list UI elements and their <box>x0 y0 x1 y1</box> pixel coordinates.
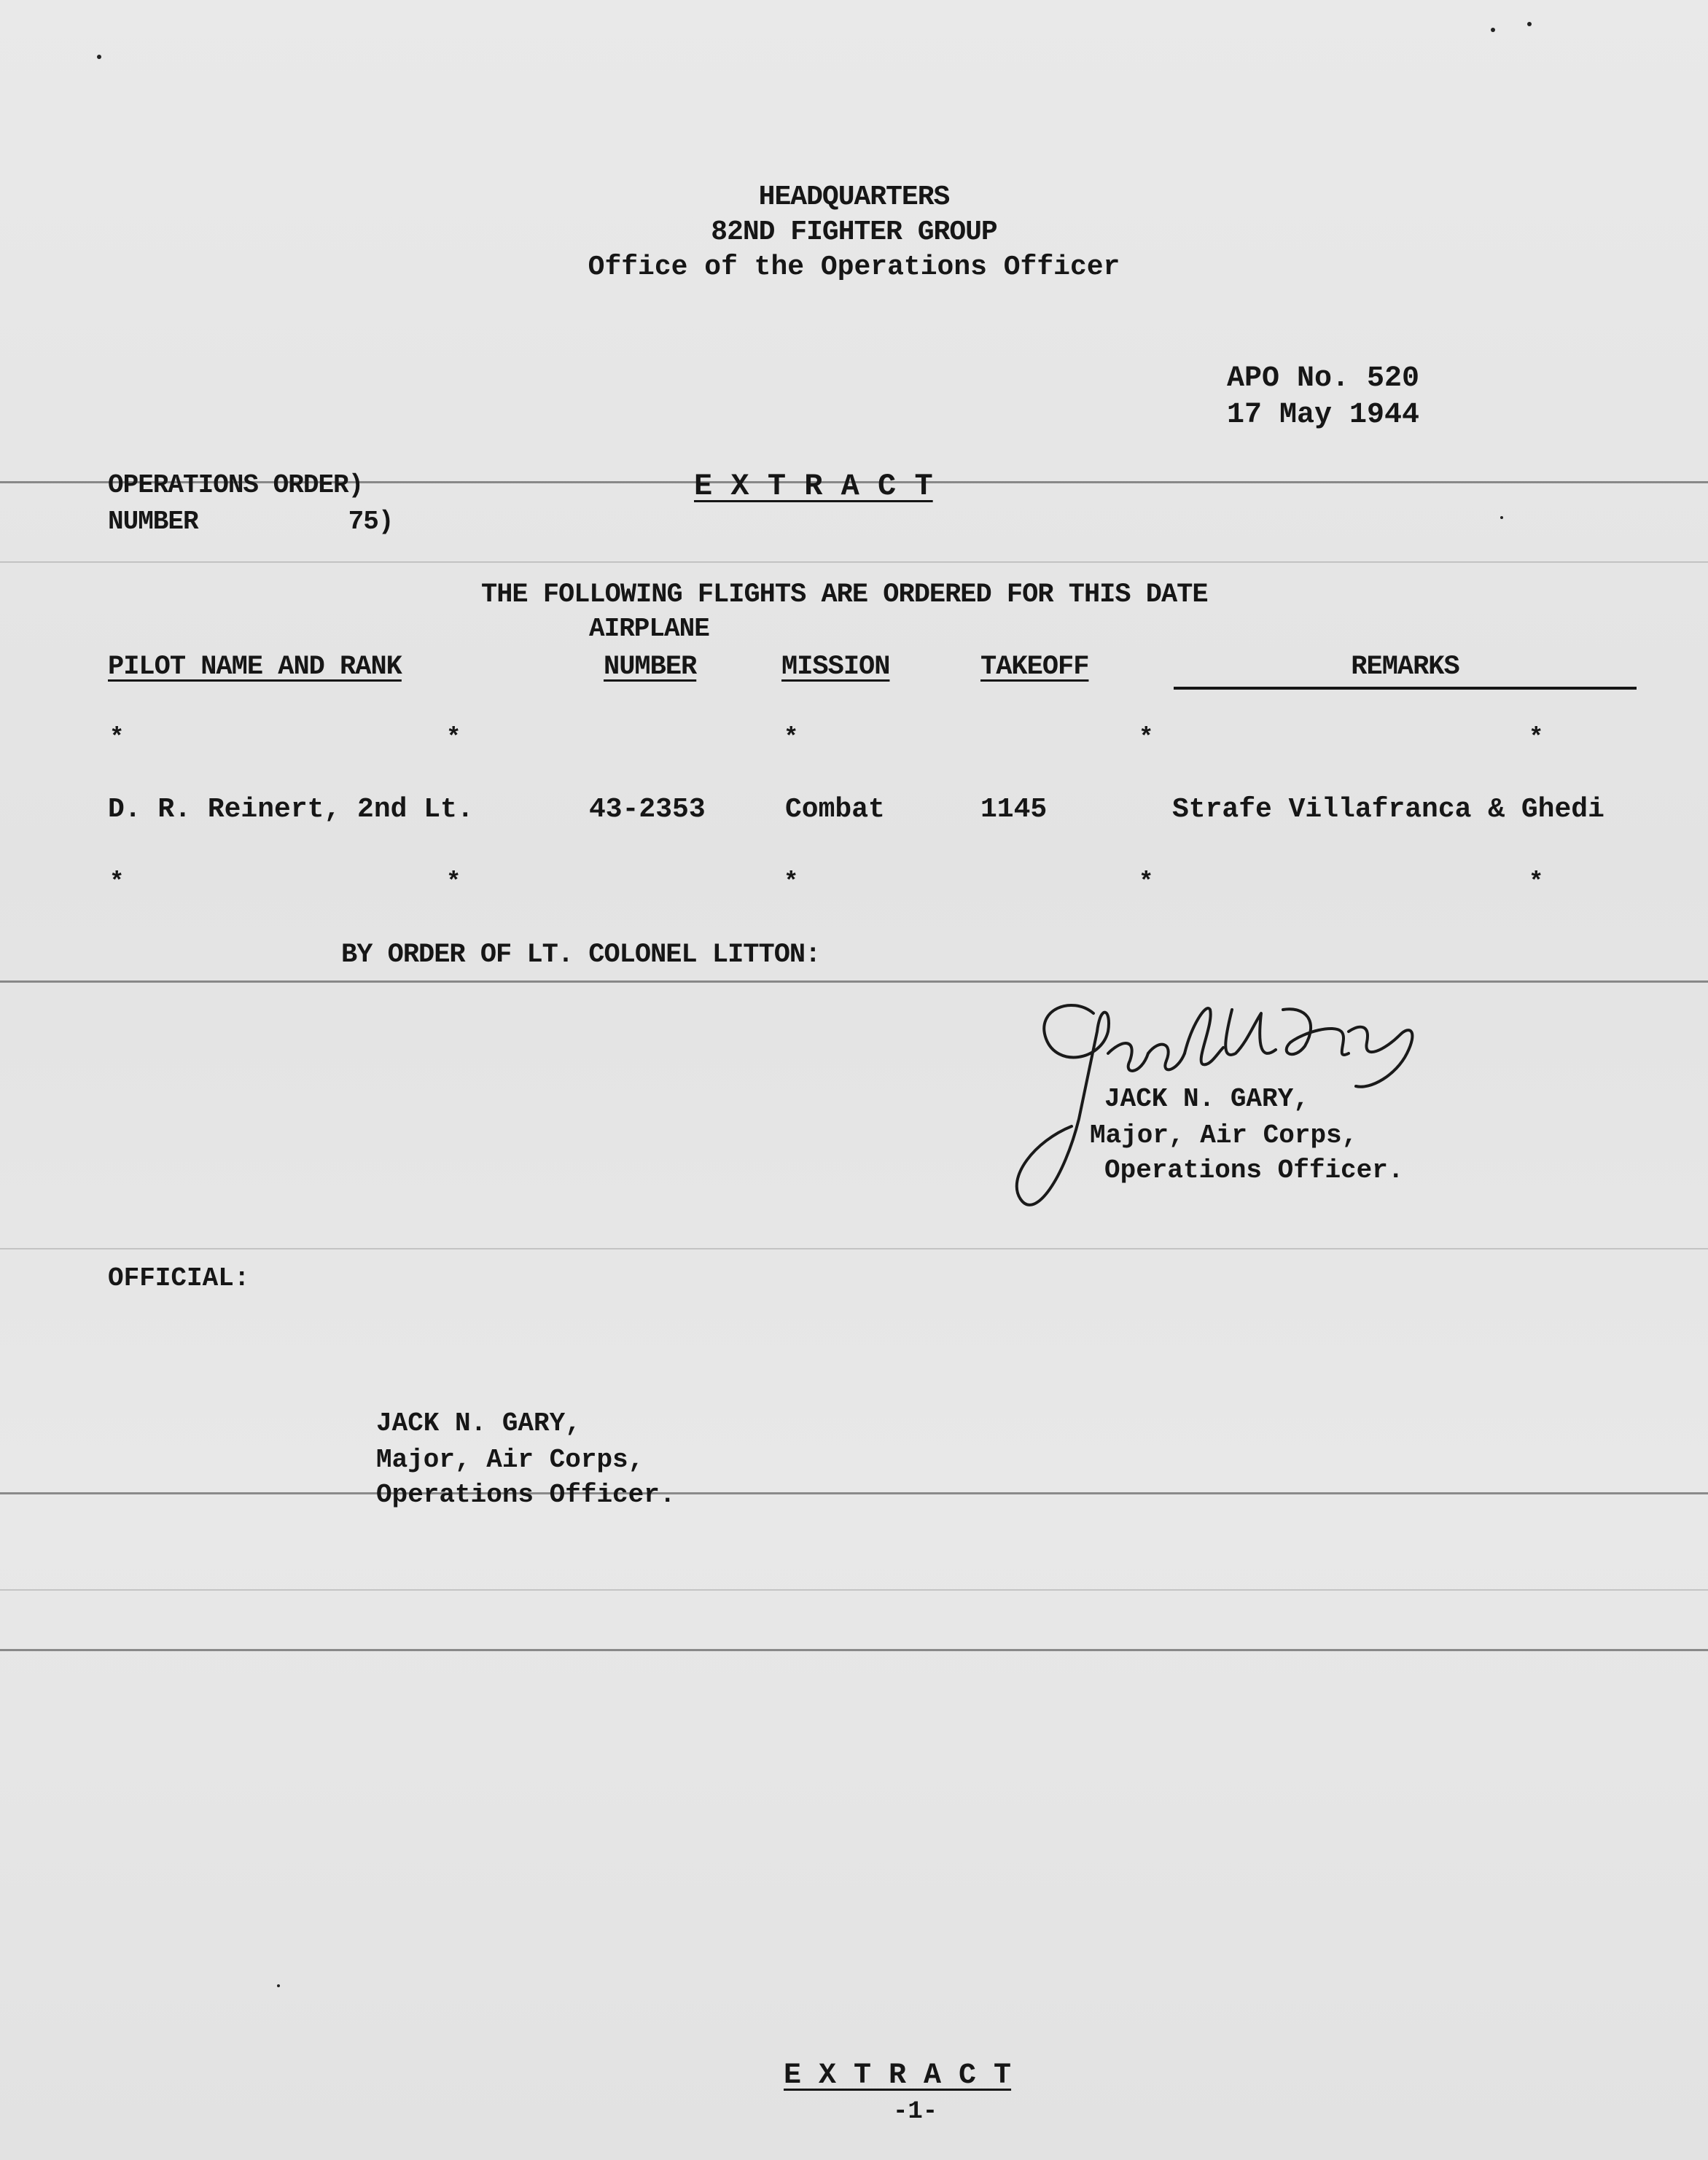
operations-order-number: NUMBER 75) <box>108 507 394 537</box>
separator-star: * <box>784 725 799 752</box>
separator-star: * <box>1139 725 1154 752</box>
flights-intro: THE FOLLOWING FLIGHTS ARE ORDERED FOR THIS DATE <box>481 580 1208 610</box>
separator-star: * <box>1529 869 1544 897</box>
apo-number: APO No. 520 <box>1227 362 1420 395</box>
by-order-line: BY ORDER OF LT. COLONEL LITTON: <box>341 940 821 970</box>
paper-rule-line <box>0 1248 1708 1249</box>
signature-title: Operations Officer. <box>1104 1155 1404 1185</box>
footer-page-number: -1- <box>893 2098 938 2126</box>
paper-rule-line <box>0 1649 1708 1651</box>
ink-speck <box>277 1984 280 1987</box>
table-cell-pilot: D. R. Reinert, 2nd Lt. <box>108 794 474 825</box>
official-label: OFFICIAL: <box>108 1263 250 1293</box>
separator-star: * <box>784 869 799 897</box>
official-rank: Major, Air Corps, <box>376 1445 644 1475</box>
ink-speck <box>97 55 101 59</box>
paper-rule-line <box>0 1492 1708 1494</box>
signature-rank: Major, Air Corps, <box>1090 1120 1358 1150</box>
paper-rule-line <box>0 1589 1708 1591</box>
separator-star: * <box>1529 725 1544 752</box>
table-cell-airplane: 43-2353 <box>589 794 706 825</box>
header-number: NUMBER <box>604 652 697 682</box>
header-remarks: REMARKS <box>1174 654 1637 690</box>
header-takeoff: TAKEOFF <box>980 652 1089 682</box>
table-cell-remarks: Strafe Villafranca & Ghedi <box>1172 794 1604 825</box>
paper-rule-line <box>0 980 1708 983</box>
header-office: Office of the Operations Officer <box>588 252 1120 283</box>
paper-rule-line <box>0 561 1708 563</box>
ink-speck <box>1527 22 1532 26</box>
separator-star: * <box>1139 869 1154 897</box>
header-airplane: AIRPLANE <box>589 614 709 644</box>
ink-speck <box>1491 28 1495 32</box>
table-cell-mission: Combat <box>785 794 885 825</box>
official-name: JACK N. GARY, <box>376 1408 581 1438</box>
operations-order-label: OPERATIONS ORDER) <box>108 470 364 500</box>
header-headquarters: HEADQUARTERS <box>758 182 950 213</box>
header-group: 82ND FIGHTER GROUP <box>711 217 997 248</box>
footer-extract: E X T R A C T <box>784 2059 1012 2092</box>
separator-star: * <box>109 869 125 897</box>
order-date: 17 May 1944 <box>1227 399 1420 432</box>
table-cell-takeoff: 1145 <box>980 794 1048 825</box>
ink-speck <box>1500 516 1503 519</box>
separator-star: * <box>109 725 125 752</box>
signature-name: JACK N. GARY, <box>1104 1084 1309 1114</box>
header-mission: MISSION <box>781 652 890 682</box>
official-title: Operations Officer. <box>376 1480 676 1510</box>
separator-star: * <box>446 869 461 897</box>
header-pilot: PILOT NAME AND RANK <box>108 652 402 682</box>
extract-title: E X T R A C T <box>694 469 933 504</box>
separator-star: * <box>446 725 461 752</box>
